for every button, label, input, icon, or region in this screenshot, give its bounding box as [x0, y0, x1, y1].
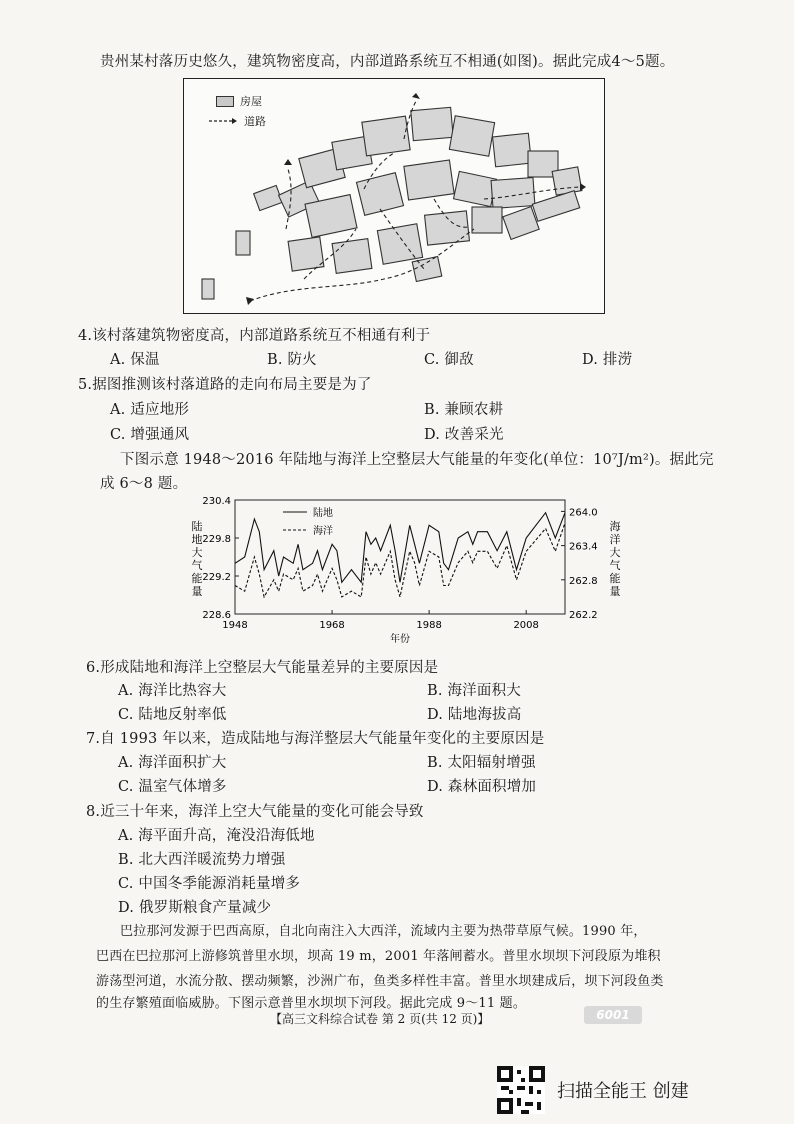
q8-option-d[interactable]: D. 俄罗斯粮食产量减少 [118, 900, 272, 916]
y-left-axis-label-char: 地 [191, 533, 203, 546]
y-right-axis-label-char: 气 [609, 559, 621, 572]
q4-option-d[interactable]: D. 排涝 [582, 352, 633, 368]
y-left-axis-label-char: 陆 [191, 520, 203, 533]
qr-code-icon [497, 1066, 545, 1114]
q7-option-b[interactable]: B. 太阳辐射增强 [427, 755, 536, 771]
scanner-watermark: 扫描全能王 创建 [557, 1081, 689, 1102]
y-right-tick-label: 262.8 [569, 575, 598, 587]
q6-option-c[interactable]: C. 陆地反射率低 [118, 707, 227, 723]
q7-option-d[interactable]: D. 森林面积增加 [427, 779, 537, 795]
y-right-axis-label-char: 量 [609, 585, 621, 598]
page-footer: 【高三文科综合试卷 第 2 页(共 12 页)】 [270, 1012, 490, 1026]
q5-option-a[interactable]: A. 适应地形 [110, 402, 190, 418]
q4-stem: 4.该村落建筑物密度高，内部道路系统互不相通有利于 [78, 328, 431, 344]
x-tick-label: 2008 [513, 620, 539, 631]
y-right-tick-label: 263.4 [569, 541, 598, 553]
series-line-ocean [235, 523, 565, 597]
passage-line2: 巴西在巴拉那河上游修筑普里水坝，坝高 19 m，2001 年落闸蓄水。普里水坝坝下河段原为堆积 [96, 949, 661, 964]
y-right-axis-label-char: 大 [609, 546, 621, 559]
q4-option-a[interactable]: A. 保温 [110, 352, 160, 368]
q5-stem: 5.据图推测该村落道路的走向布局主要是为了 [78, 377, 372, 393]
y-right-axis-label-char: 洋 [609, 533, 621, 546]
y-left-axis-label-char: 大 [191, 546, 203, 559]
series-line-land [235, 513, 565, 583]
q6-option-a[interactable]: A. 海洋比热容大 [118, 683, 227, 699]
q8-option-b[interactable]: B. 北大西洋暖流势力增强 [118, 852, 286, 868]
village-map [183, 78, 605, 314]
y-right-axis-label-char: 能 [609, 572, 621, 585]
y-right-axis-label-char: 海 [609, 520, 621, 533]
q8-option-c[interactable]: C. 中国冬季能源消耗量增多 [118, 876, 301, 892]
y-left-axis-label-char: 能 [191, 572, 203, 585]
intro-6-8-line1: 下图示意 1948～2016 年陆地与海洋上空整层大气能量的年变化(单位：10⁷J/m²)。据此完 [120, 452, 714, 468]
x-tick-label: 1968 [319, 620, 345, 631]
q6-option-b[interactable]: B. 海洋面积大 [427, 683, 521, 699]
y-left-tick-label: 229.8 [202, 534, 231, 545]
y-left-axis-label-char: 气 [191, 559, 203, 572]
intro-6-8-line2: 成 6～8 题。 [100, 476, 188, 492]
village-plan-drawing [184, 79, 604, 313]
passage-line1: 巴拉那河发源于巴西高原，自北向南注入大西洋，流域内主要为热带草原气候。1990 年， [120, 924, 647, 939]
q5-option-b[interactable]: B. 兼顾农耕 [424, 402, 504, 418]
y-left-tick-label: 229.2 [202, 572, 231, 583]
q5-option-d[interactable]: D. 改善采光 [424, 427, 504, 443]
legend-road-label: 道路 [244, 115, 266, 128]
q7-stem: 7.自 1993 年以来，造成陆地与海洋整层大气能量年变化的主要原因是 [86, 731, 545, 747]
legend-label: 海洋 [313, 526, 333, 537]
q6-stem: 6.形成陆地和海洋上空整层大气能量差异的主要原因是 [86, 660, 439, 676]
q7-option-a[interactable]: A. 海洋面积扩大 [118, 755, 227, 771]
q6-option-d[interactable]: D. 陆地海拔高 [427, 707, 522, 723]
passage-line4: 的生存繁殖面临威胁。下图示意普里水坝坝下河段。据此完成 9～11 题。 [96, 996, 527, 1011]
q8-stem: 8.近三十年来，海洋上空大气能量的变化可能会导致 [86, 804, 424, 820]
y-right-tick-label: 262.2 [569, 610, 598, 621]
y-left-axis-label-char: 量 [191, 585, 203, 598]
legend-house-label: 房屋 [240, 95, 262, 108]
q5-option-c[interactable]: C. 增强通风 [110, 427, 190, 443]
energy-line-chart [180, 492, 630, 644]
y-left-tick-label: 228.6 [202, 610, 231, 621]
paper-code-badge: 6001 [584, 1006, 642, 1024]
q4-option-c[interactable]: C. 御敌 [424, 352, 474, 368]
y-left-tick-label: 230.4 [202, 496, 231, 507]
y-right-tick-label: 264.0 [569, 507, 598, 519]
q8-option-a[interactable]: A. 海平面升高，淹没沿海低地 [118, 828, 315, 844]
passage-line3: 游荡型河道，水流分散、摆动频繁，沙洲广布，鱼类多样性丰富。普里水坝建成后，坝下河段鱼类 [96, 974, 664, 989]
legend-label: 陆地 [313, 508, 333, 519]
q7-option-c[interactable]: C. 温室气体增多 [118, 779, 227, 795]
x-axis-label: 年份 [390, 634, 410, 644]
x-tick-label: 1988 [416, 620, 442, 631]
q4-option-b[interactable]: B. 防火 [267, 352, 317, 368]
x-tick-label: 1948 [222, 620, 248, 631]
intro-4-5: 贵州某村落历史悠久，建筑物密度高，内部道路系统互不相通(如图)。据此完成4～5题。 [100, 54, 675, 70]
